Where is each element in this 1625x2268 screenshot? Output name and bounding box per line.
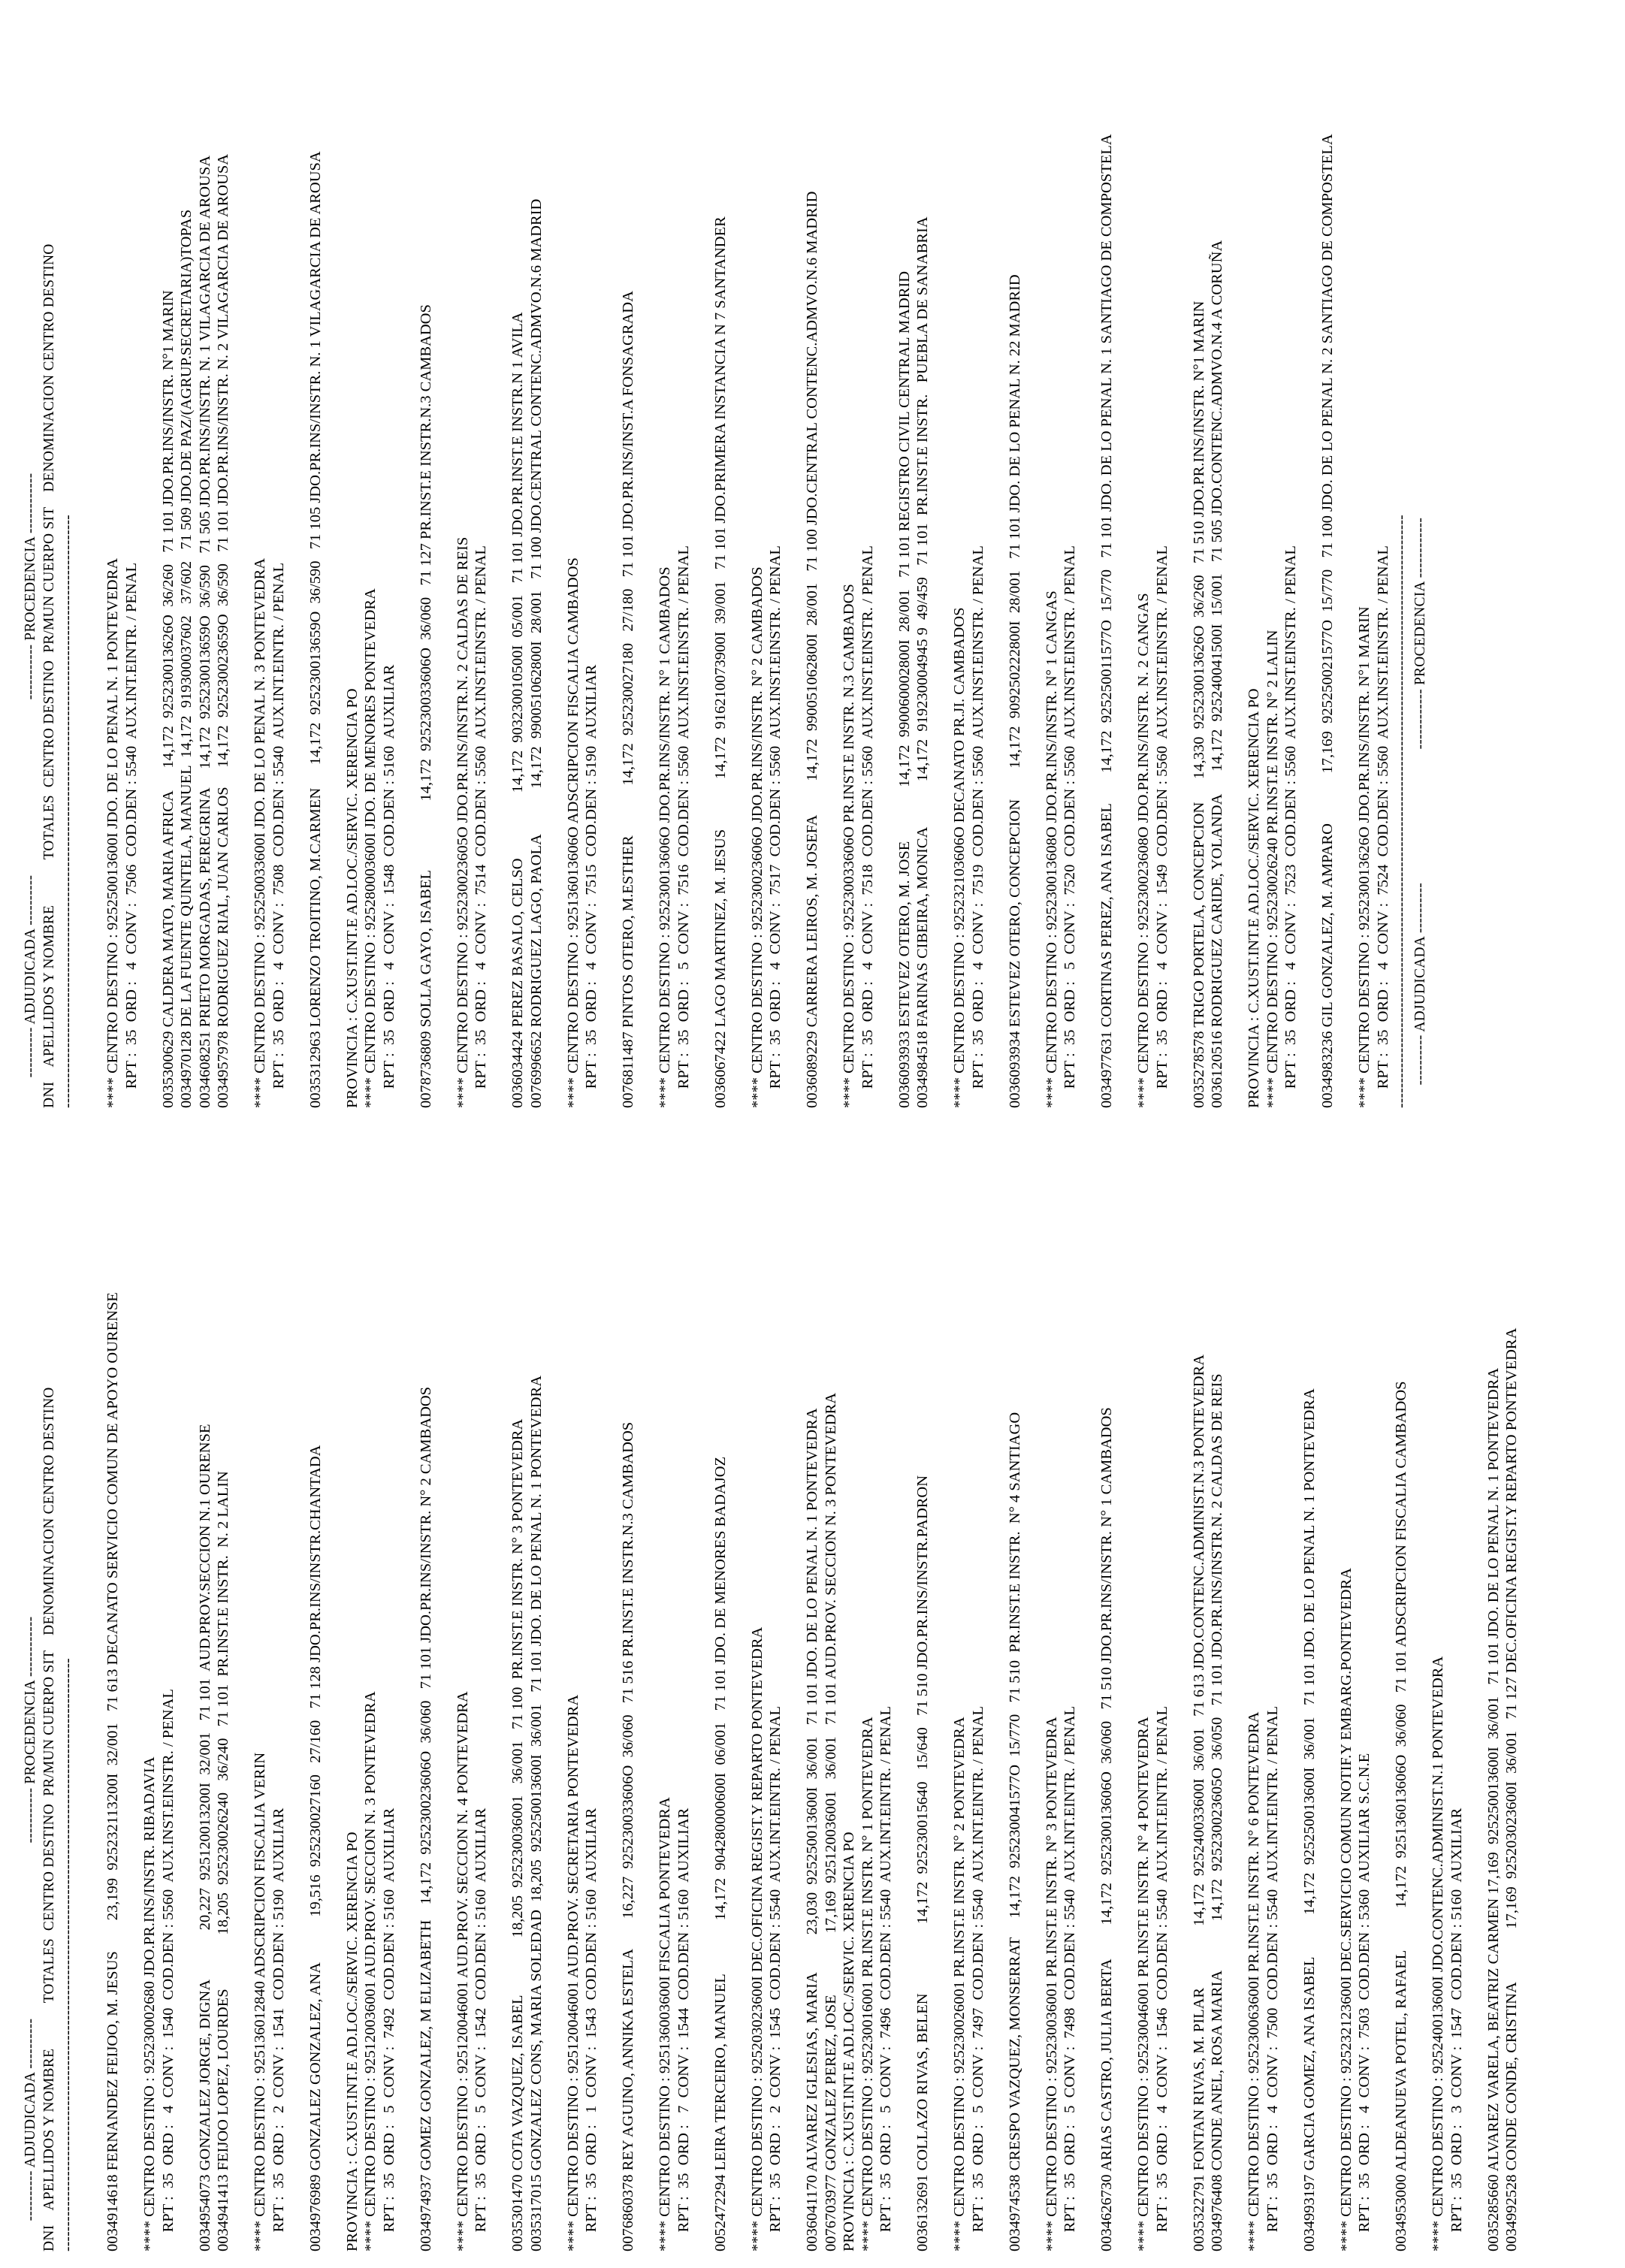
rpt-line: RPT : 35 ORD : 4 CONV : 7514 COD.DEN : 5560 AUX.INST.EINSTR. / PENAL (473, 545, 489, 1108)
rpt-line: RPT : 35 ORD : 4 CONV : 7519 COD.DEN : 5560 AUX.INST.EINSTR. / PENAL (969, 545, 986, 1108)
adjudicatario-row: 0034974937 GOMEZ GONZALEZ, M ELIZABETH 14,172 925230023606O 36/060 71 101 JDO.PR.INS/INSTR. N° 2 CAMBADOS (417, 1386, 434, 2251)
right-column (21, 26, 1430, 1108)
adjudicatario-row: 0034970128 DE LA FUENTE QUINTELA, MANUEL 14,172 919300037602 37/602 71 509 JDO.DE PAZ/(AGRUP.SECRETARIA)TOPAS (178, 209, 195, 1108)
adjudicatario-row: 0076860378 REY AGUINO, ANNIKA ESTELA 16,227 925230033606O 36/060 71 516 PR.INST.E INSTR.N.3 CAMBADOS (620, 1421, 636, 2251)
column-header-labels: DNI APELLIDOS Y NOMBRE TOTALES CENTRO DESTINO PR/MUN CUERPO SIT DENOMINACION CENTRO DESTINO (41, 243, 57, 1108)
blank-line (1024, 26, 1043, 1108)
adjudicatario-row: 0034977631 CORTINAS PEREZ, ANA ISABEL 14,172 925250011577O 15/770 71 101 JDO. DE LO PENAL N. 1 SANTIAGO DE COMPOSTELA (1098, 134, 1115, 1108)
adjudicatario-row: 0034953000 ALDEANUEVA POTEL, RAFAEL 14,172 925136013606O 36/060 71 101 ADSCRIPCION FISCALIA CAMBADOS (1393, 1381, 1409, 2251)
blank-line (729, 1170, 748, 2251)
column-header-labels: DNI APELLIDOS Y NOMBRE TOTALES CENTRO DESTINO PR/MUN CUERPO SIT DENOMINACION CENTRO DESTINO (41, 1387, 57, 2251)
blank-line (693, 1170, 711, 2251)
adjudicatario-row: 0035301470 COTA VAZQUEZ, ISABEL 18,205 925230036001 36/001 71 100 PR.INST.E INSTR. N° 3 PONTEVEDRA (509, 1418, 526, 2251)
adjudicatario-row: 0036093934 ESTEVEZ OTERO, CONCEPCION 14,172 909250222800I 28/001 71 101 JDO. DE LO PENAL N. 22 MADRID (1006, 274, 1023, 1108)
blank-line (140, 26, 159, 1108)
blank-line (325, 26, 343, 1108)
blank-line (1116, 26, 1135, 1108)
blank-line (122, 1170, 141, 2251)
adjudicatario-row: 0034974538 CRESPO VAZQUEZ, MONSERRAT 14,172 925230041577O 15/770 71 510 PR.INST.E INSTR. N° 4 SANTIAGO (1006, 1412, 1023, 2251)
blank-line (177, 1170, 196, 2251)
blank-line (932, 26, 951, 1108)
blank-line (233, 26, 252, 1108)
rpt-line: RPT : 35 ORD : 5 CONV : 7497 COD.DEN : 5540 AUX.INT.EINTR. / PENAL (969, 1705, 986, 2251)
adjudicatario-row: 0036034424 PEREZ BASALO, CELSO 14,172 903230010500I 05/001 71 101 JDO.PR.INST.E INSTR.N 1 AVILA (509, 312, 526, 1108)
blank-line (491, 26, 509, 1108)
blank-line (491, 1170, 509, 2251)
blank-line (325, 1170, 343, 2251)
centro-destino-line: **** CENTRO DESTINO : 925120036001 AUD.PROV. SECCION N. 3 PONTEVEDRA (362, 1691, 379, 2251)
centro-destino-line: **** CENTRO DESTINO : 925230063600I PR.INST.E INSTR. N° 6 PONTEVEDRA (1246, 1711, 1262, 2251)
rpt-line: RPT : 35 ORD : 1 CONV : 1543 COD.DEN : 5160 AUXILIAR (583, 1807, 600, 2251)
blank-line (233, 1170, 252, 2251)
blank-line (435, 1170, 454, 2251)
blank-line (601, 1170, 620, 2251)
rpt-line: RPT : 35 ORD : 4 CONV : 7524 COD.DEN : 5560 AUX.INST.EINSTR. / PENAL (1374, 545, 1391, 1108)
provincia-line: PROVINCIA : C.XUST.INT.E AD.LOC./SERVIC. XERENCIA PO (841, 1832, 857, 2251)
centro-destino-line: **** CENTRO DESTINO : 925250033600I JDO. DE LO PENAL N. 3 PONTEVEDRA (252, 557, 268, 1108)
blank-line (398, 1170, 417, 2251)
centro-destino-line: **** CENTRO DESTINO : 925280003600I JDO. DE MENORES PONTEVEDRA (362, 588, 379, 1108)
blank-line (288, 1170, 307, 2251)
left-column-body (104, 1170, 1521, 2251)
adjudicatario-row: 0036093933 ESTEVEZ OTERO, M. JOSE 14,172 990060002800I 28/001 71 101 REGISTRO CIVIL CENTRAL MADRID (896, 271, 913, 1108)
adjudicatario-row: 0036120516 RODRIGUEZ CARIDE, YOLANDA 14,172 925240041500I 15/001 71 505 JDO.CONTENC.ADMVO.N.4 A CORUÑA (1209, 240, 1225, 1108)
blank-line (1024, 1170, 1043, 2251)
column-header-group-label: ---------- ADJUDICADA ---------- ----------- PROCEDENCIA ------------ (23, 473, 38, 1108)
blank-line (638, 1170, 657, 2251)
blank-line (435, 26, 454, 1108)
blank-line (1227, 26, 1246, 1108)
blank-line (877, 26, 896, 1108)
rpt-line: RPT : 35 ORD : 4 CONV : 1546 COD.DEN : 5540 AUX.INT.EINTR. / PENAL (1153, 1705, 1170, 2251)
column-header-rule: ---------------------------------------------------------------------------------------------------------------------- (60, 1658, 76, 2251)
blank-line (638, 26, 657, 1108)
rpt-line: RPT : 35 ORD : 4 CONV : 7508 COD.DEN : 5540 AUX.INT.EINTR. / PENAL (270, 562, 287, 1108)
centro-destino-line: **** CENTRO DESTINO : 925230026240 PR.INST.E INSTR. N° 2 LALIN (1264, 630, 1281, 1108)
adjudicatario-row: 0036067422 LAGO MARTINEZ, M. JESUS 14,172 916210073900I 39/001 71 101 JDO.PRIMERA INSTANCIA N 7 SANTANDER (711, 216, 729, 1108)
adjudicatario-row: 0034976408 CONDE ANEL, ROSA MARIA 14,172 925230023605O 36/050 71 101 JDO.PR.INS/INSTR.N. 2 CALDAS DE REIS (1209, 1373, 1225, 2251)
blank-line (785, 26, 804, 1108)
centro-destino-line: **** CENTRO DESTINO : 925230023608O JDO.PR.INS/INSTR. N. 2 CANGAS (1135, 593, 1152, 1108)
column-footer-rule: ---------------------------------------------------------------------------------------------------------------------- (1394, 515, 1409, 1108)
centro-destino-line: **** CENTRO DESTINO : 925230013608O JDO.PR.INS/INSTR. N° 1 CANGAS (1043, 590, 1060, 1108)
adjudicatario-row: 0034608251 PRIETO MORGADAS, PEREGRINA 14,172 925230013659O 36/590 71 505 JDO.PR.INS/INSTR. N. 1 VILAGARCIA DE AROUSA (196, 155, 213, 1108)
blank-line (545, 26, 564, 1108)
centro-destino-line: **** CENTRO DESTINO : 925136003600I FISCALIA PONTEVEDRA (657, 1797, 673, 2251)
rpt-line: RPT : 35 ORD : 5 CONV : 1542 COD.DEN : 5160 AUXILIAR (473, 1807, 489, 2251)
adjudicatario-row: 0034626730 ARIAS CASTRO, JULIA BERTA 14,172 925230013606O 36/060 71 510 JDO.PR.INS/INSTR. N° 1 CAMBADOS (1098, 1407, 1115, 2251)
rpt-line: RPT : 35 ORD : 7 CONV : 1544 COD.DEN : 5160 AUXILIAR (675, 1807, 692, 2251)
adjudicatario-row: 0076811487 PINTOS OTERO, M.ESTHER 14,172 925230027180 27/180 71 101 JDO.PR.INS/INST.A FONSAGRADA (620, 291, 636, 1108)
adjudicatario-row: 0036041170 ALVAREZ IGLESIAS, MARIA 23,030 925250013600I 36/001 71 101 JDO. DE LO PENAL N. 1 PONTEVEDRA (804, 1408, 820, 2251)
blank-line (1300, 26, 1319, 1108)
rpt-line: RPT : 35 ORD : 4 CONV : 1540 COD.DEN : 5560 AUX.INST.EINSTR. / PENAL (159, 1689, 177, 2251)
blank-line (545, 1170, 564, 2251)
adjudicatario-row: 0034984518 FARINAS CIBEIRA, MONICA 14,172 919230004945 9 49/459 71 101 PR.INST.E INSTR. PUEBLA DE SANABRIA (914, 216, 931, 1108)
rpt-line: RPT : 35 ORD : 4 CONV : 7500 COD.DEN : 5540 AUX.INT.EINTR. / PENAL (1264, 1705, 1281, 2251)
rpt-line: RPT : 35 ORD : 4 CONV : 1548 COD.DEN : 5160 AUXILIAR (380, 664, 397, 1108)
centro-destino-line: **** CENTRO DESTINO : 925232123600I DEC.SERVICIO COMUN NOTIF.Y EMBARG.PONTEVEDRA (1337, 1568, 1355, 2251)
provincia-line: PROVINCIA : C.XUST.INT.E AD.LOC./SERVIC. XERENCIA PO (1246, 688, 1262, 1108)
centro-destino-line: **** CENTRO DESTINO : 925230013626O JDO.PR.INS/INSTR. N°1 MARIN (1356, 606, 1373, 1108)
blank-line (1337, 26, 1356, 1108)
adjudicatario-row: 0035317015 GONZALEZ CONS, MARIA SOLEDAD 18,205 925250013600I 36/001 71 101 JDO. DE LO PENAL N. 1 PONTEVEDRA (527, 1375, 545, 2251)
right-column-body (104, 26, 1392, 1108)
adjudicatario-row: 0034941413 FEIJOO LOPEZ, LOURDES 18,205 925230026240 36/240 71 101 PR.INST.E INSTR. N. 2 LALIN (215, 1471, 231, 2251)
rpt-line: RPT : 35 ORD : 4 CONV : 7517 COD.DEN : 5560 AUX.INST.EINSTR. / PENAL (767, 545, 784, 1108)
centro-destino-line: **** CENTRO DESTINO : 925136012840 ADSCRIPCION FISCALIA VERIN (252, 1752, 268, 2251)
rpt-line: RPT : 35 ORD : 5 CONV : 7496 COD.DEN : 5540 AUX.INT.EINTR. / PENAL (877, 1705, 894, 2251)
blank-line (1080, 26, 1098, 1108)
left-column (21, 1170, 1521, 2251)
adjudicatario-row: 0035322791 FONTAN RIVAS, M. PILAR 14,172 925240033600I 36/001 71 613 JDO.CONTENC.ADMINIST.N.3 PONTEVEDRA (1190, 1354, 1207, 2251)
column-header-rule: ---------------------------------------------------------------------------------------------------------------------- (60, 515, 76, 1108)
centro-destino-line: **** CENTRO DESTINO : 925203023600I DEC.OFICINA REGIST.Y REPARTO PONTEVEDRA (748, 1626, 766, 2251)
centro-destino-line: **** CENTRO DESTINO : 925230013606O JDO.PR.INS/INSTR. N° 1 CAMBADOS (657, 566, 673, 1108)
blank-line (1171, 26, 1190, 1108)
blank-line (785, 1170, 804, 2251)
blank-line (601, 26, 620, 1108)
column-footer-group-label: ---------- ADJUDICADA ---------- ------------ PROCEDENCIA ------------ (1412, 517, 1428, 1108)
adjudicatario-row: 0036089229 CARRERA LEIROS, M. JOSEFA 14,172 990051062800I 28/001 71 100 JDO.CENTRAL CONTENC.ADMVO.N.6 MADRID (804, 191, 820, 1108)
blank-line (1411, 1170, 1430, 2251)
adjudicatario-row: 0034914618 FERNANDEZ FEIJOO, M. JESUS 23,199 925232113200I 32/001 71 613 DECANATO SERVICIO COMUN DE APOYO OURENSE (104, 1292, 121, 2251)
adjudicatario-row: 0036132691 COLLAZO RIVAS, BELEN 14,172 925230015640 15/640 71 510 JDO.PR.INS/INSTR.PADRON (914, 1475, 931, 2251)
adjudicatario-row: 0034954073 GONZALEZ JORGE, DIGNA 20,227 925120013200I 32/001 71 101 AUD.PROV.SECCION N.1 OURENSE (196, 1424, 213, 2251)
centro-destino-line: **** CENTRO DESTINO : 925230016001 PR.INST.E INSTR. N° 1 PONTEVEDRA (859, 1717, 876, 2251)
centro-destino-line: **** CENTRO DESTINO : 925230023605O JDO.PR.INS/INSTR.N. 2 CALDAS DE REIS (454, 536, 471, 1108)
rpt-line: RPT : 35 ORD : 2 CONV : 1541 COD.DEN : 5190 AUXILIAR (270, 1807, 287, 2251)
rpt-line: RPT : 35 ORD : 4 CONV : 7506 COD.DEN : 5540 AUX.INT.EINTR. / PENAL (122, 562, 140, 1108)
rpt-line: RPT : 35 ORD : 4 CONV : 7503 COD.DEN : 5360 AUXILIAR S.C.N.E (1356, 1753, 1373, 2251)
column-header-group-label: ---------- ADJUDICADA ---------- ----------- PROCEDENCIA ------------ (23, 1616, 38, 2251)
blank-line (987, 1170, 1006, 2251)
centro-destino-line: **** CENTRO DESTINO : 925230002680 JDO.PR.INS/INSTR. RIBADAVIA (141, 1756, 158, 2251)
adjudicatario-row: 0034983236 GIL GONZALEZ, M. AMPARO 17,169 925250021577O 15/770 71 100 JDO. DE LO PENAL N. 2 SANTIAGO DE COMPOSTELA (1319, 134, 1336, 1108)
blank-line (932, 1170, 951, 2251)
blank-line (822, 26, 841, 1108)
adjudicatario-row: 0076996652 RODRIGUEZ LAGO, PAOLA 14,172 990051062800I 28/001 71 100 JDO.CENTRAL CONTENC.ADMVO.N.6 MADRID (527, 198, 545, 1108)
rpt-line: RPT : 35 ORD : 4 CONV : 7523 COD.DEN : 5560 AUX.INST.EINSTR. / PENAL (1282, 545, 1299, 1108)
centro-destino-line: **** CENTRO DESTINO : 925230046001 PR.INST.E INSTR. N° 4 PONTEVEDRA (1135, 1717, 1152, 2251)
rpt-line: RPT : 35 ORD : 5 CONV : 7516 COD.DEN : 5560 AUX.INST.EINSTR. / PENAL (675, 545, 692, 1108)
blank-line (398, 26, 417, 1108)
centro-destino-line: **** CENTRO DESTINO : 925120046001 AUD.PROV. SECRETARIA PONTEVEDRA (564, 1694, 581, 2251)
rpt-line: RPT : 35 ORD : 3 CONV : 1547 COD.DEN : 5160 AUXILIAR (1448, 1807, 1465, 2251)
centro-destino-line: **** CENTRO DESTINO : 925230023606O JDO.PR.INS/INSTR. N° 2 CAMBADOS (748, 566, 766, 1108)
blank-line (1466, 1170, 1485, 2251)
centro-destino-line: **** CENTRO DESTINO : 925240013600I JDO.CONTENC.ADMINIST.N.1 PONTEVEDRA (1430, 1656, 1446, 2251)
adjudicatario-row: 0035300629 CALDERA MATO, MARIA AFRICA 14,172 925230013626O 36/260 71 101 JDO.PR.INS/INSTR. N°1 MARIN (159, 290, 177, 1108)
blank-line (896, 1170, 914, 2251)
provincia-line: PROVINCIA : C.XUST.INT.E AD.LOC./SERVIC. XERENCIA PO (343, 688, 361, 1108)
blank-line (1171, 1170, 1190, 2251)
blank-line (729, 26, 748, 1108)
adjudicatario-row: 0035312963 LORENZO TROITINO, M.CARMEN 14,172 925230013659O 36/590 71 105 JDO.PR.INS/INSTR. N. 1 VILAGARCIA DE AROUSA (307, 151, 324, 1108)
blank-line (1080, 1170, 1098, 2251)
adjudicatario-row: 0035278578 TRIGO PORTELA, CONCEPCION 14,330 925230013626O 36/260 71 510 JDO.PR.INS/INSTR. N°1 MARIN (1190, 300, 1207, 1108)
adjudicatario-row: 0034976989 GONZALEZ GONZALEZ, ANA 19,516 925230027160 27/160 71 128 JDO.PR.INS/INSTR.CHANTADA (307, 1445, 324, 2251)
blank-line (693, 26, 711, 1108)
rpt-line: RPT : 35 ORD : 2 CONV : 1545 COD.DEN : 5540 AUX.INT.EINTR. / PENAL (767, 1705, 784, 2251)
centro-destino-line: **** CENTRO DESTINO : 925136013606O ADSCRIPCION FISCALIA CAMBADOS (564, 557, 581, 1108)
rpt-line: RPT : 35 ORD : 4 CONV : 7518 COD.DEN : 5560 AUX.INST.EINSTR. / PENAL (859, 545, 876, 1108)
blank-line (1374, 1170, 1393, 2251)
adjudicatario-row: 0035285660 ALVAREZ VARELA, BEATRIZ CARMEN 17,169 925250013600I 36/001 71 101 JDO. DE LO PENAL N. 1 PONTEVEDRA (1485, 1367, 1502, 2251)
blank-line (288, 26, 307, 1108)
rpt-line: RPT : 35 ORD : 5 CONV : 7498 COD.DEN : 5540 AUX.INT.EINTR. / PENAL (1062, 1705, 1078, 2251)
centro-destino-line: **** CENTRO DESTINO : 925232103606O DECANATO PR.JI. CAMBADOS (951, 607, 968, 1108)
blank-line (1282, 1170, 1300, 2251)
adjudicatario-row: 0076703977 GONZALEZ PEREZ, JOSE 17,169 925120036001 36/001 71 101 AUD.PROV. SECCION N. 3 PONTEVEDRA (822, 1392, 839, 2251)
rpt-line: RPT : 35 ORD : 4 CONV : 7515 COD.DEN : 5190 AUXILIAR (583, 664, 600, 1108)
centro-destino-line: **** CENTRO DESTINO : 925230026001 PR.INST.E INSTR. N° 2 PONTEVEDRA (951, 1717, 968, 2251)
centro-destino-line: **** CENTRO DESTINO : 925230036001 PR.INST.E INSTR. N° 3 PONTEVEDRA (1043, 1717, 1060, 2251)
blank-line (1227, 1170, 1246, 2251)
adjudicatario-row: 0034992528 CONDE CONDE, CRISTINA 17,169 925203023600I 36/001 71 127 DEC.OFICINA REGIST.Y REPARTO PONTEVEDRA (1503, 1327, 1520, 2251)
centro-destino-line: **** CENTRO DESTINO : 925230033606O PR.INST.E INSTR. N.3 CAMBADOS (841, 584, 857, 1108)
adjudicatario-row: 0078736809 SOLLA GAYO, ISABEL 14,172 925230033606O 36/060 71 127 PR.INST.E INSTR.N.3 CAMBADOS (417, 304, 434, 1108)
adjudicatario-row: 0052472294 LEIRA TERCEIRO, MANUEL 14,172 904280000600I 06/001 71 101 JDO. DE MENORES BADAJOZ (711, 1456, 729, 2251)
centro-destino-line: **** CENTRO DESTINO : 925120046001 AUD.PROV. SECCION N. 4 PONTEVEDRA (454, 1691, 471, 2251)
blank-line (1318, 1170, 1337, 2251)
blank-line (1116, 1170, 1135, 2251)
rpt-line: RPT : 35 ORD : 5 CONV : 7492 COD.DEN : 5160 AUXILIAR (380, 1807, 397, 2251)
adjudicatario-row: 0034993197 GARCIA GOMEZ, ANA ISABEL 14,172 925250013600I 36/001 71 101 JDO. DE LO PENAL N. 1 PONTEVEDRA (1300, 1388, 1318, 2251)
rpt-line: RPT : 35 ORD : 4 CONV : 1549 COD.DEN : 5560 AUX.INST.EINSTR. / PENAL (1153, 545, 1170, 1108)
provincia-line: PROVINCIA : C.XUST.INT.E AD.LOC./SERVIC. XERENCIA PO (343, 1832, 361, 2251)
rpt-line: RPT : 35 ORD : 5 CONV : 7520 COD.DEN : 5560 AUX.INST.EINSTR. / PENAL (1062, 545, 1078, 1108)
adjudicatario-row: 0034957978 RODRIGUEZ RIAL, JUAN CARLOS 14,172 925230023659O 36/590 71 101 JDO.PR.INS/INSTR. N. 2 VILAGARCIA DE AROUSA (215, 153, 231, 1108)
blank-line (987, 26, 1006, 1108)
centro-destino-line: **** CENTRO DESTINO : 925250013600I JDO. DE LO PENAL N. 1 PONTEVEDRA (104, 557, 121, 1108)
